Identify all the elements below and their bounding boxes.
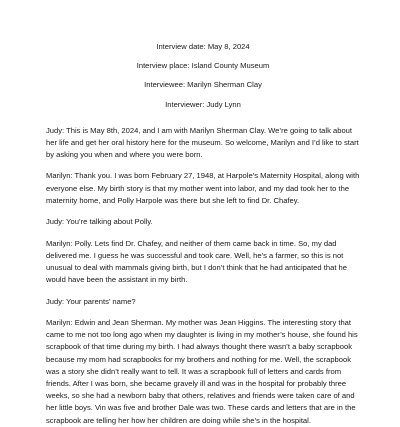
interview-header bbox=[46, 42, 360, 110]
transcript-paragraph: Marilyn: Edwin and Jean Sherman. My mother was Jean Higgins. The interesting story that came to me not too long ago when my daughter is living in my mother’s house, she found his scrapbook of that time during my birth. I had always thought there wasn’t a baby scrapbook because my mom had scrapbooks for my brothers and nothing for me. Well, the scrapbook was a story she didn’t really want to tell. It was a scrapbook full of letters and cards from friends. After I was born, she became gravely ill and was in the hospital for probably three weeks, so she had a newborn baby that others, relatives and friends were taken care of and her little boys. Vin was five and brother Dale was two. These cards and letters that are in the scrapbook are telling her how her children are doing while she’s in the hospital. bbox=[46, 317, 358, 425]
transcript-paragraph: Marilyn: Thank you. I was born February 27, 1948, at Harpole’s Maternity Hospital, along with everyone else. My birth story is that my mother went into labor, and my dad took her to the maternity home, and Polly Harpole was there but she left to find Dr. Chafey. bbox=[46, 171, 360, 205]
transcript-body bbox=[46, 125, 360, 427]
interviewer: Interviewer: Judy Lynn bbox=[165, 99, 241, 109]
interview-place: Interview place: Island County Museum bbox=[136, 61, 270, 71]
transcript-paragraph: Judy: Your parents’ name? bbox=[46, 296, 136, 306]
interviewee: Interviewee: Marilyn Sherman Clay bbox=[144, 80, 262, 90]
interview-date: Interview date: May 8, 2024 bbox=[156, 42, 250, 51]
transcript-paragraph: Judy: You’re talking about Polly. bbox=[46, 217, 153, 227]
transcript-paragraph: Judy: This is May 8th, 2024, and I am with Marilyn Sherman Clay. We’re going to talk about her life and get her oral history here for the museum. So welcome, Marilyn and I’d like to start by asking you when and where you were born. bbox=[46, 125, 359, 159]
transcript-paragraph: Marilyn: Polly. Lets find Dr. Chafey, and neither of them came back in time. So, my dad delivered me. I guess he was successful and took care. Well, he’s a farmer, so this is not unusual to deal with mammals giving birth, but I don’t think that he had anticipated that he would have been the assistant in my birth. bbox=[46, 238, 347, 285]
